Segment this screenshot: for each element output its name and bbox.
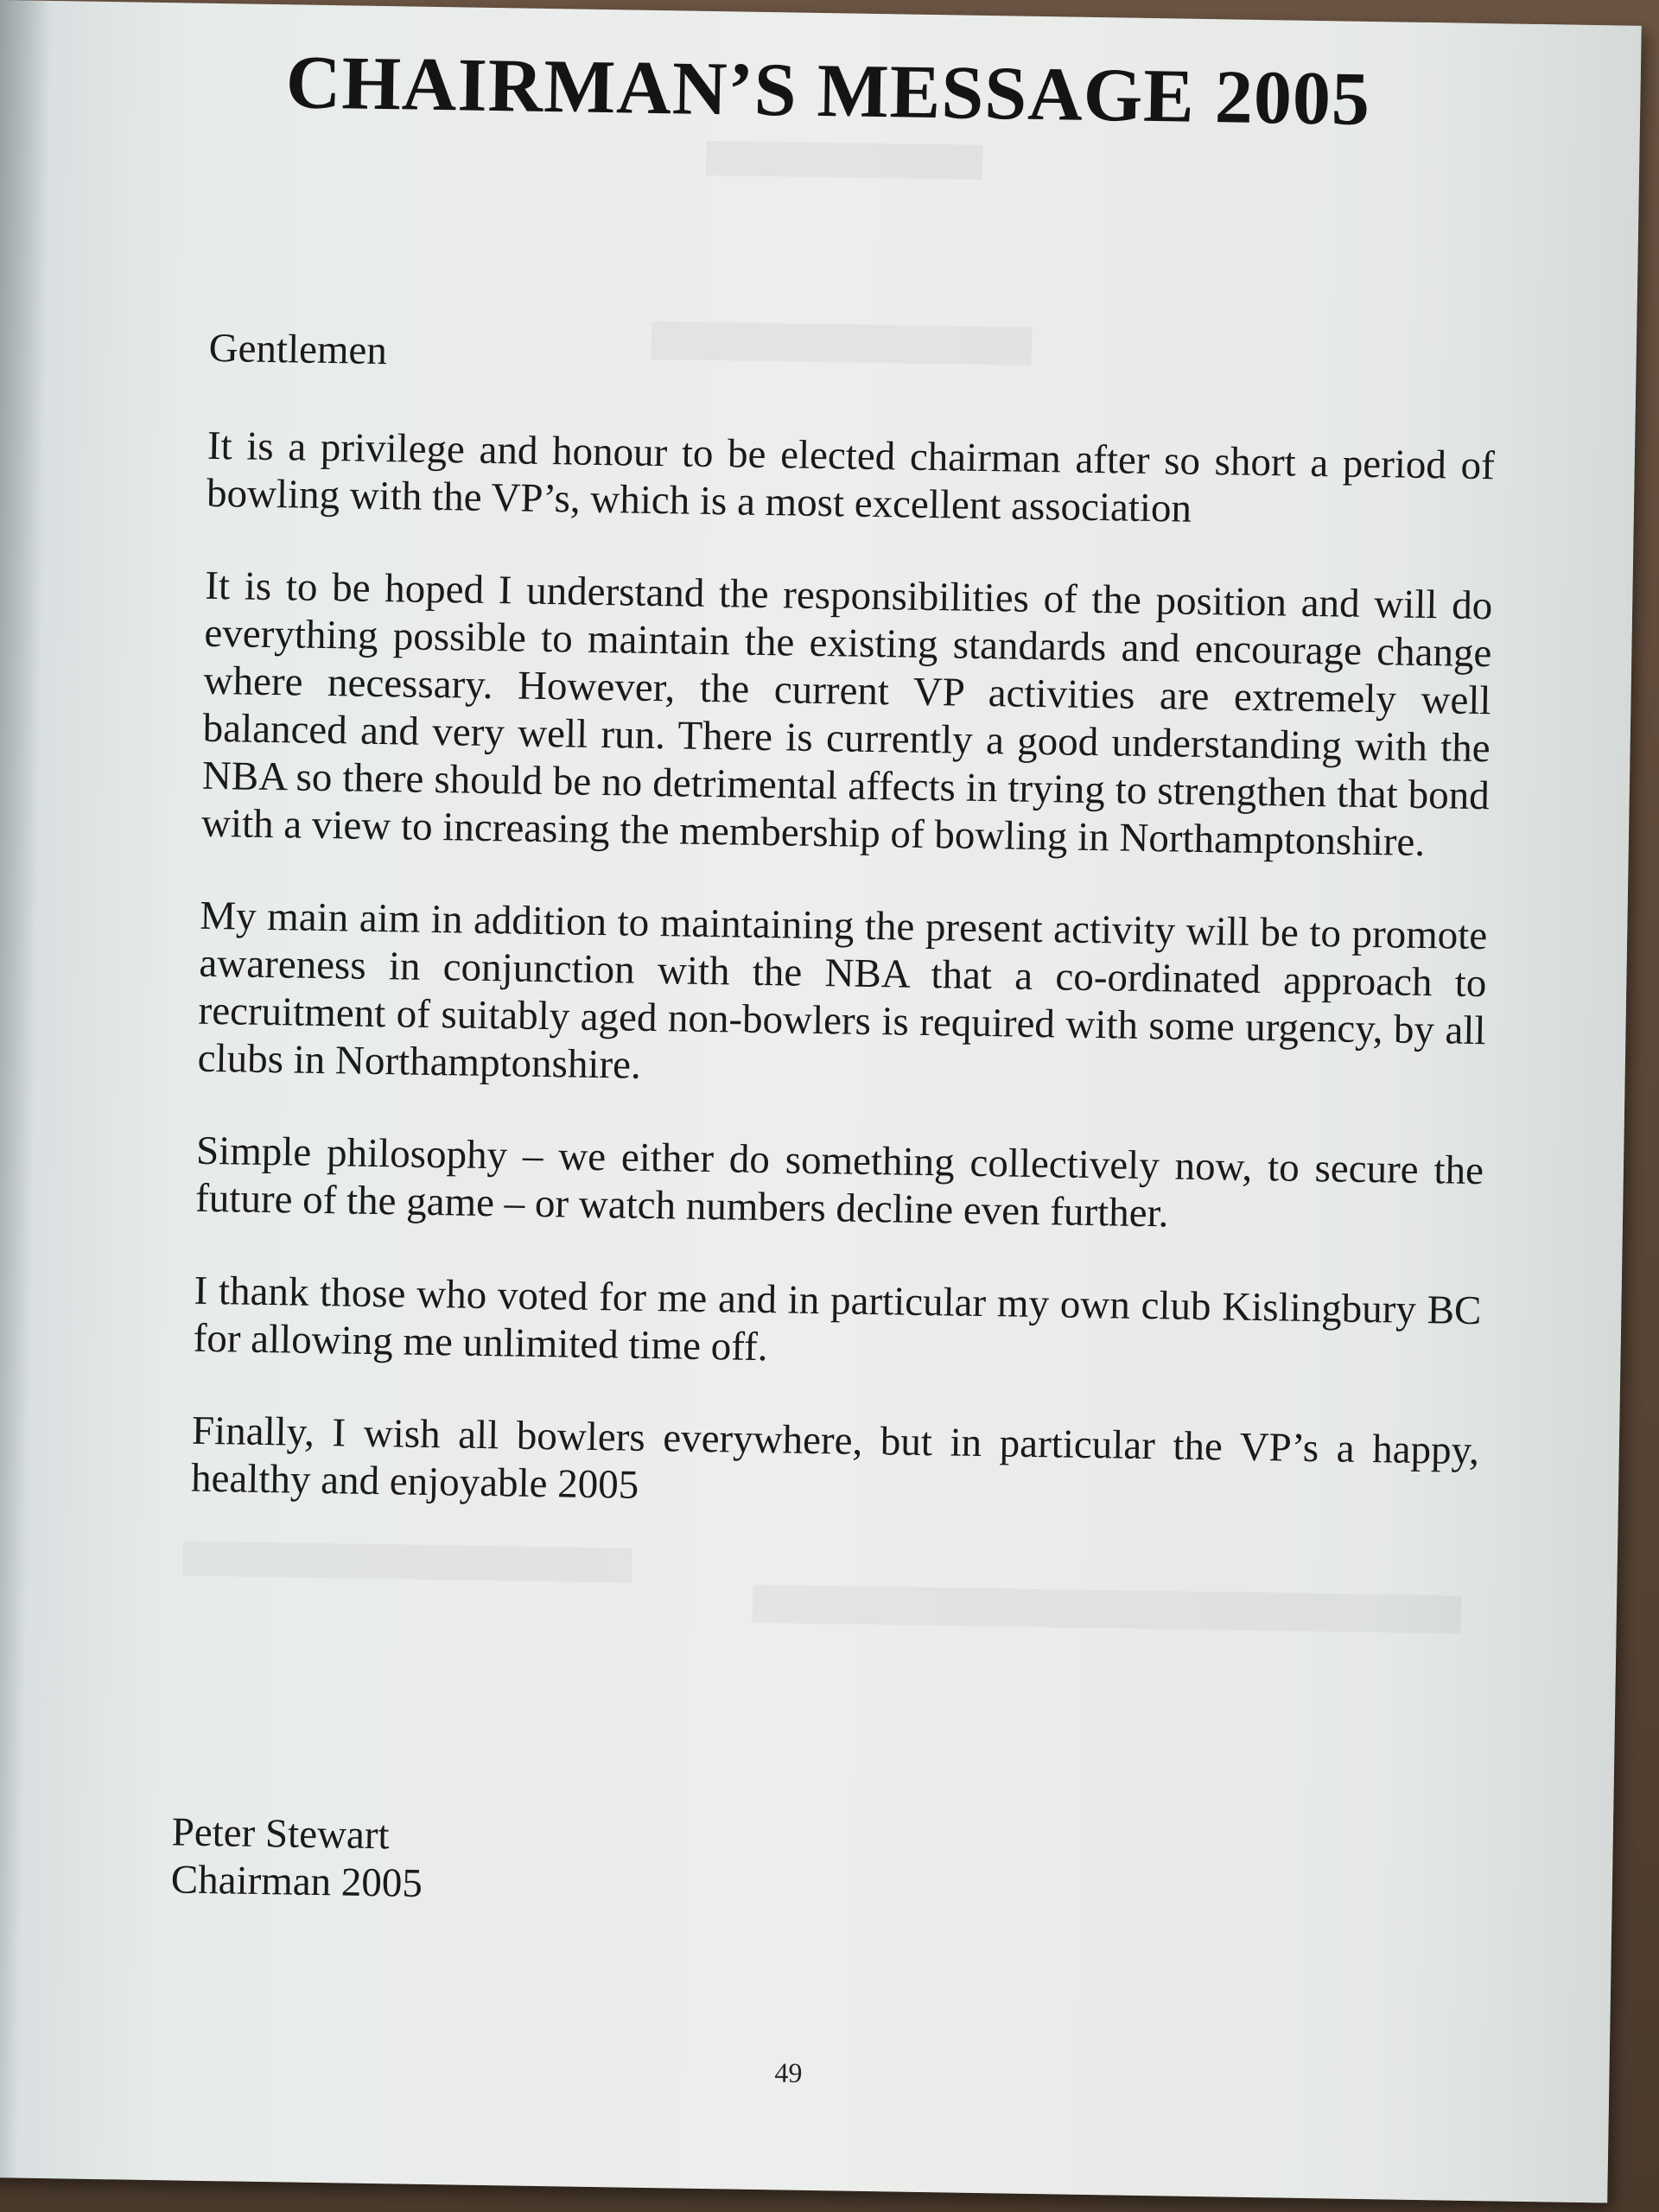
show-through-shadow xyxy=(706,141,983,180)
paragraph-closing-wish: Finally, I wish all bowlers everywhere, but in particular the VP’s a happy, healthy and enjoyable 2005 xyxy=(190,1408,1480,1508)
page-number: 49 xyxy=(774,2056,803,2088)
paragraph-main-aim: My main aim in addition to maintaining the present activity will be to promote awareness in conjunction with the NBA that a co-ordinated approach to recruitment of suitably aged non-bowlers is required with some urgency, by all clubs in Northamptonshire. xyxy=(197,893,1488,1088)
signature-name: Peter Stewart xyxy=(171,1809,390,1859)
paragraph-privilege: It is a privilege and honour to be elected chairman after so short a period of bowling with the VP’s, which is a most excellent association xyxy=(206,423,1496,531)
paragraph-responsibilities: It is to be hoped I understand the responsibilities of the position and will do everything possible to maintain the existing standards and encourage change where necessary. However, the current VP activities are extremely well balanced and very well run. There is currently a good understanding with the NBA so there should be no detrimental affects in trying to strengthen that bond with a view to increasing the membership of bowling in Northamptonshire. xyxy=(200,563,1493,866)
paragraph-thanks: I thank those who voted for me and in particular my own club Kislingbury BC for allowing me unlimited time off. xyxy=(193,1268,1482,1370)
show-through-shadow xyxy=(753,1585,1462,1634)
page-title: CHAIRMAN’S MESSAGE 2005 xyxy=(285,41,1371,142)
message-body xyxy=(190,325,1497,1567)
paragraph-philosophy: Simple philosophy – we either do something collectively now, to secure the future of the game – or watch numbers decline even further. xyxy=(194,1128,1484,1236)
signature-role: Chairman 2005 xyxy=(170,1857,423,1906)
signature-block xyxy=(170,1808,423,1908)
salutation: Gentlemen xyxy=(208,325,388,374)
